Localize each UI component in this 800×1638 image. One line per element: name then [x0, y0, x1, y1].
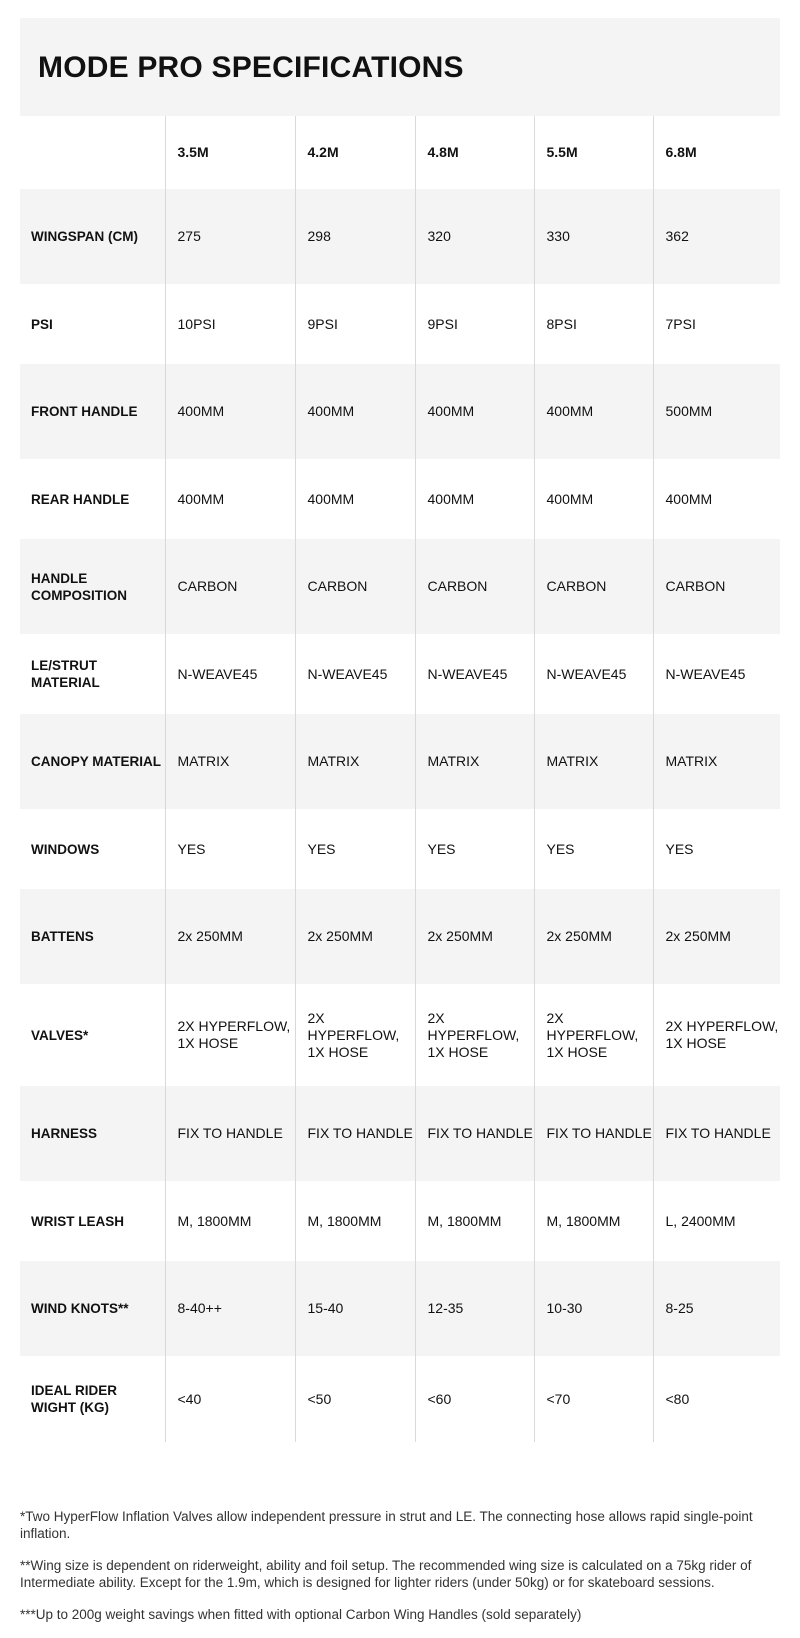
header-row	[20, 116, 780, 189]
spec-value: 500MM	[653, 364, 780, 459]
spec-value: 15-40	[295, 1261, 415, 1356]
spec-value: 2X HYPERFLOW, 1X HOSE	[653, 984, 780, 1086]
title-bar	[20, 18, 780, 116]
spec-value: 8-25	[653, 1261, 780, 1356]
spec-value: YES	[295, 809, 415, 889]
spec-value: 330	[534, 189, 653, 284]
spec-value: 2X HYPERFLOW, 1X HOSE	[415, 984, 534, 1086]
spec-row	[20, 984, 780, 1086]
spec-row	[20, 1356, 780, 1442]
spec-row	[20, 1261, 780, 1356]
spec-value: MATRIX	[165, 714, 295, 809]
spec-value: <80	[653, 1356, 780, 1442]
spec-value: FIX TO HANDLE	[165, 1086, 295, 1181]
spec-value: 2X HYPERFLOW, 1X HOSE	[295, 984, 415, 1086]
spec-value: 2x 250MM	[653, 889, 780, 984]
spec-value: 12-35	[415, 1261, 534, 1356]
spec-value: M, 1800MM	[165, 1181, 295, 1261]
spec-value: 9PSI	[415, 284, 534, 364]
spec-row	[20, 809, 780, 889]
spec-value: CARBON	[534, 539, 653, 634]
spec-label: CANOPY MATERIAL	[20, 714, 165, 809]
spec-value: 400MM	[653, 459, 780, 539]
footnote-handles: ***Up to 200g weight savings when fitted with optional Carbon Wing Handles (sold separately)	[20, 1607, 582, 1622]
spec-value: 362	[653, 189, 780, 284]
spec-value: 400MM	[165, 364, 295, 459]
spec-value: YES	[653, 809, 780, 889]
spec-row	[20, 1086, 780, 1181]
spec-value: FIX TO HANDLE	[415, 1086, 534, 1181]
spec-label: WINGSPAN (CM)	[20, 189, 165, 284]
spec-value: 8PSI	[534, 284, 653, 364]
spec-label: WRIST LEASH	[31, 1213, 124, 1229]
spec-value: 400MM	[295, 364, 415, 459]
spec-value: 275	[165, 189, 295, 284]
spec-section	[20, 18, 780, 1442]
spec-value: FIX TO HANDLE	[534, 1086, 653, 1181]
spec-value: M, 1800MM	[415, 1181, 534, 1261]
spec-value: 400MM	[295, 459, 415, 539]
spec-value: CARBON	[165, 539, 295, 634]
spec-label: WIND KNOTS**	[20, 1261, 165, 1356]
spec-value: M, 1800MM	[295, 1181, 415, 1261]
spec-label: HARNESS	[20, 1086, 165, 1181]
spec-value: FIX TO HANDLE	[295, 1086, 415, 1181]
spec-label: PSI	[31, 316, 53, 332]
spec-value: N-WEAVE45	[295, 634, 415, 714]
footnote-valves: *Two HyperFlow Inflation Valves allow independent pressure in strut and LE. The connecting hose allows rapid single-point inflation.	[20, 1509, 753, 1541]
spec-value: 400MM	[415, 364, 534, 459]
spec-value: YES	[415, 809, 534, 889]
spec-value: 2x 250MM	[165, 889, 295, 984]
spec-value: N-WEAVE45	[415, 634, 534, 714]
spec-row	[20, 714, 780, 809]
page-title: MODE PRO SPECIFICATIONS	[38, 51, 464, 84]
size-header: 3.5M	[165, 116, 295, 189]
spec-value: 7PSI	[653, 284, 780, 364]
spec-row	[20, 1181, 780, 1261]
footnotes	[20, 1508, 785, 1638]
header-corner-cell	[20, 116, 165, 189]
spec-value: YES	[165, 809, 295, 889]
spec-value: MATRIX	[534, 714, 653, 809]
spec-value: CARBON	[415, 539, 534, 634]
spec-value: 298	[295, 189, 415, 284]
size-header: 6.8M	[653, 116, 780, 189]
spec-value: 2x 250MM	[534, 889, 653, 984]
spec-value: MATRIX	[415, 714, 534, 809]
spec-value: M, 1800MM	[534, 1181, 653, 1261]
spec-value: N-WEAVE45	[534, 634, 653, 714]
spec-value: <60	[415, 1356, 534, 1442]
footnote-wing-size: **Wing size is dependent on riderweight, ability and foil setup. The recommended wing size is calculated on a 75kg rider of Intermediate ability. Except for the 1.9m, which is designed for lighter riders (under 50kg) or for skateboard sessions.	[20, 1558, 752, 1590]
spec-value: 400MM	[415, 459, 534, 539]
spec-table	[20, 116, 780, 1442]
spec-value: 400MM	[534, 364, 653, 459]
spec-table-body	[20, 116, 780, 1442]
size-header: 5.5M	[534, 116, 653, 189]
spec-label: IDEAL RIDER WIGHT (KG)	[31, 1383, 118, 1415]
spec-label: LE/STRUT MATERIAL	[31, 658, 100, 690]
spec-value: MATRIX	[295, 714, 415, 809]
spec-row	[20, 459, 780, 539]
spec-value: CARBON	[295, 539, 415, 634]
spec-value: <50	[295, 1356, 415, 1442]
spec-row	[20, 189, 780, 284]
size-header: 4.8M	[415, 116, 534, 189]
spec-row	[20, 284, 780, 364]
spec-row	[20, 364, 780, 459]
spec-value: 8-40++	[165, 1261, 295, 1356]
size-header: 4.2M	[295, 116, 415, 189]
spec-value: <40	[165, 1356, 295, 1442]
spec-row	[20, 634, 780, 714]
spec-value: CARBON	[653, 539, 780, 634]
spec-value: 2x 250MM	[295, 889, 415, 984]
spec-value: <70	[534, 1356, 653, 1442]
spec-value: 400MM	[165, 459, 295, 539]
spec-value: 2X HYPERFLOW, 1X HOSE	[165, 984, 295, 1086]
spec-value: 400MM	[534, 459, 653, 539]
spec-value: 2x 250MM	[415, 889, 534, 984]
spec-value: N-WEAVE45	[653, 634, 780, 714]
spec-value: MATRIX	[653, 714, 780, 809]
spec-label: HANDLE COMPOSITION	[20, 539, 165, 634]
spec-value: 320	[415, 189, 534, 284]
spec-value: 9PSI	[295, 284, 415, 364]
spec-label: VALVES*	[31, 1027, 89, 1043]
spec-label: BATTENS	[20, 889, 165, 984]
spec-row	[20, 889, 780, 984]
spec-label: REAR HANDLE	[31, 491, 130, 507]
spec-value: YES	[534, 809, 653, 889]
spec-value: 10PSI	[165, 284, 295, 364]
spec-value: L, 2400MM	[653, 1181, 780, 1261]
spec-value: N-WEAVE45	[165, 634, 295, 714]
spec-label: WINDOWS	[31, 841, 100, 857]
spec-value: FIX TO HANDLE	[653, 1086, 780, 1181]
spec-label: FRONT HANDLE	[20, 364, 165, 459]
spec-value: 10-30	[534, 1261, 653, 1356]
spec-value: 2X HYPERFLOW, 1X HOSE	[534, 984, 653, 1086]
spec-row	[20, 539, 780, 634]
